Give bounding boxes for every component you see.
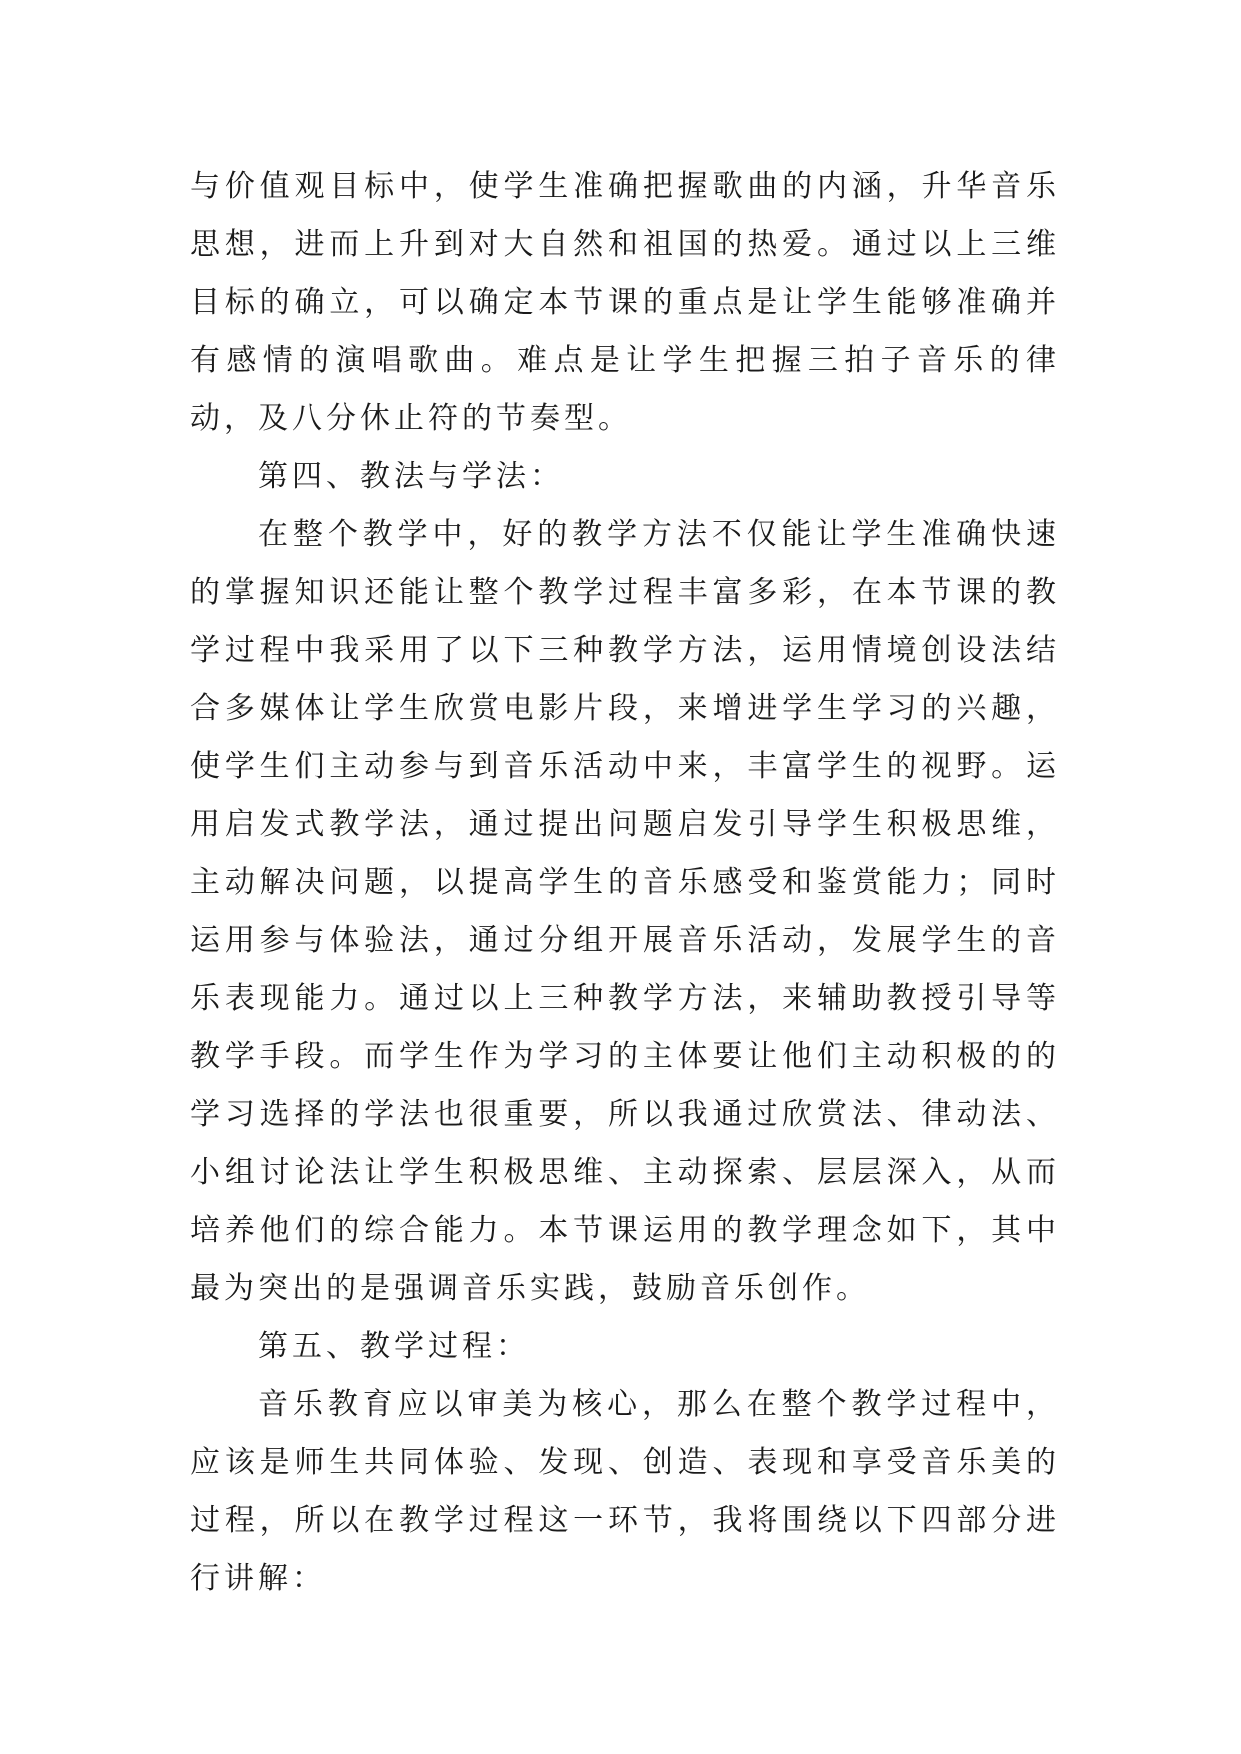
section-heading-methods: 第四、教法与学法：	[258, 459, 564, 494]
paragraph-methods: 在整个教学中，好的教学方法不仅能让学生准确快速的掌握知识还能让整个教学过程丰富多彩，在本节课的教学过程中我采用了以下三种教学方法，运用情境创设法结合多媒体让学生欣赏电影片段，来增进学生学习的兴趣，使学生们主动参与到音乐活动中来，丰富学生的视野。运用启发式教学法，通过提出问题启发引导学生积极思维，主动解决问题，以提高学生的音乐感受和鉴赏能力；同时运用参与体验法，通过分组开展音乐活动，发展学生的音乐表现能力。通过以上三种教学方法，来辅助教授引导等教学手段。而学生作为学习的主体要让他们主动积极的的学习选择的学法也很重要，所以我通过欣赏法、律动法、小组讨论法让学生积极思维、主动探索、层层深入，从而培养他们的综合能力。本节课运用的教学理念如下，其中最为突出的是强调音乐实践，鼓励音乐创作。	[190, 517, 1060, 1306]
section-heading-process: 第五、教学过程：	[258, 1329, 530, 1364]
paragraph-process: 音乐教育应以审美为核心，那么在整个教学过程中，应该是师生共同体验、发现、创造、表现和享受音乐美的过程，所以在教学过程这一环节，我将围绕以下四部分进行讲解：	[190, 1387, 1060, 1596]
paragraph-continuation: 与价值观目标中，使学生准确把握歌曲的内涵，升华音乐思想，进而上升到对大自然和祖国的热爱。通过以上三维目标的确立，可以确定本节课的重点是让学生能够准确并有感情的演唱歌曲。难点是让学生把握三拍子音乐的律动，及八分休止符的节奏型。	[190, 169, 1060, 436]
document-body	[190, 158, 1060, 1608]
